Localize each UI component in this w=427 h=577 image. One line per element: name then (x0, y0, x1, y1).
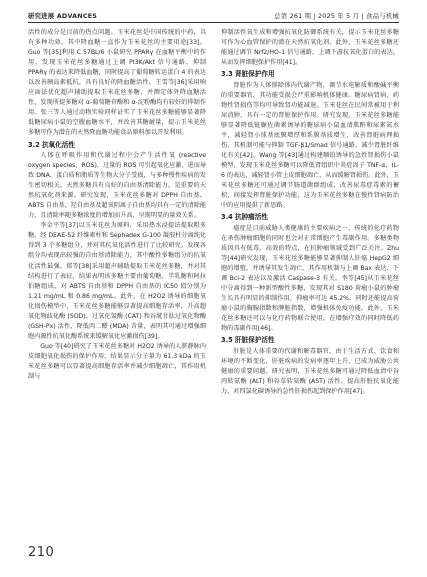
header-rule (28, 22, 399, 23)
section-heading-3-5: 3.5 肝脏保护活性 (221, 336, 275, 345)
paragraph: 李金平等[37]以玉米花丝为原料，采用热水浸提法提取粗多糖，经 DEAE-52 纤维素柱和 Sephadex G-100 凝胶柱分离纯化得到 3 个多糖组分，并对其抗氧化活性进行了比较研究，发现各组分均表现出较强的自由基清除能力，其中酸性多糖组分的抗氧化活性最强。郑等[38]采用超声辅助提取玉米花丝多糖，并对其结构进行了表征，结果表明该多糖主要由葡萄糖、半乳糖和阿拉伯糖组成，对 ABTS 自由基和 DPPH 自由基的 IC50 值分别为 1.21 mg/mL 和 0.86 mg/mL。此外，在 H2O2 诱导的细胞氧化损伤模型中，玉米花丝多糖能够显著提高细胞存活率，升高超氧化物歧化酶 (SOD)、过氧化氢酶 (CAT) 和谷胱甘肽过氧化物酶 (GSH-Px) 活性，降低丙二醛 (MDA) 含量，表明其可通过增强细胞内源性抗氧化酶系统来缓解氧化应激损伤[39]。 (28, 222, 206, 340)
left-column (28, 28, 206, 382)
section-heading-3-3: 3.3 肾脏保护作用 (221, 70, 275, 79)
paragraph: 抑制活性氧生成和增强抗氧化防御系统有关，提示玉米花丝多糖可作为心血管保护的潜在天然抗氧化剂。此外，玉米花丝多糖还能通过调节 Nrf2/HO-1 信号通路，上调下游抗氧化蛋白的表达，从而发挥细胞保护作用[41]。 (221, 29, 399, 67)
journal-issue-info: 总第 261 期 | 2025 年 5 月 | 食品与机械 (274, 11, 399, 20)
paragraph: 癌症是目前威胁人类健康的主要疾病之一，传统的化疗药物在杀伤肿瘤细胞的同时也会对正常细胞产生毒副作用。多糖类物质因具有低毒、高效的特点，在抗肿瘤领域受到广泛关注。Zhu 等[44]研究发现，玉米花丝多糖能够显著抑制人肝癌 HepG2 细胞的增殖，并诱导其发生凋亡，其作用机制与上调 Bax 表达、下调 Bcl-2 表达以及激活 Caspase-3 有关。李等[45]从玉米花丝中分离得到一种新型酸性多糖，发现其对 S180 荷瘤小鼠的肿瘤生长具有明显的抑制作用，抑瘤率可达 45.2%，同时还能提高荷瘤小鼠的胸腺指数和脾脏指数，增强机体免疫功能。此外，玉米花丝多糖还可以与化疗药物联合使用，在增强疗效的同时降低药物的毒副作用[46]。 (221, 224, 399, 333)
paragraph: 活性的成分是目前的热点问题。玉米花丝是中国传统的中药，具有多种功效，其中降血糖一直作为玉米花丝的主要用途[33]。Guo 等[35]利用 C 57BL/6 小鼠研究 PPARγ 在血糖平衡中的作用，发现玉米花丝多糖通过上调 PI3K/Akt 信号通路、抑制 PPARγ 的表达来降低血糖，同时提高了葡萄糖转运蛋白 4 的表达以改善胰岛素抵抗，具有良好的降血糖活性。王雪等[36]采用响应面法优化超声辅助提取玉米花丝多糖，并测定体外降血糖活性，发现所提多糖对 α-葡萄糖苷酶和 α-淀粉酶均有较好的抑制作用。张三等人通过动物实验同样证实了玉米花丝多糖能够显著降低糖尿病小鼠的空腹血糖水平，并改善其糖耐量，提示玉米花丝多糖可作为潜在的天然降血糖功能食品原料加以开发利用。 (28, 29, 206, 137)
running-header (28, 9, 399, 21)
section-heading-3-4: 3.4 抗肿瘤活性 (221, 213, 268, 222)
section-heading-3-2: 3.2 抗氧化活性 (28, 140, 75, 149)
right-column (221, 28, 399, 397)
paragraph: 人体在呼吸作用和代谢过程中会产生活性氧 (reactive oxygen species，ROS)，过量的 ROS 可引起氧化应激，进而导致 DNA、蛋白质和脂质等生物大分子受损，与多种慢性疾病的发生密切相关。天然多糖具有良好的自由基清除能力，是重要的天然抗氧化剂来源。研究发现，玉米花丝多糖对 DPPH 自由基、ABTS 自由基、羟自由基及超氧阴离子自由基均具有一定的清除能力，且清除率随多糖浓度的增加而升高，呈现明显的量效关系。 (28, 152, 206, 220)
journal-section-label: 研究进展 ADVANCES (28, 11, 98, 20)
paragraph: Guo 等[40]研究了玉米花丝多糖对 H2O2 诱导的人脐静脉内皮细胞氧化损伤的保护作用，结果显示分子量为 61.3 kDa 的玉米花丝多糖可以显著提高细胞存活率并减少细胞凋亡，其作用机制与 (28, 342, 206, 381)
paragraph: 肝脏是人体重要的代谢和解毒器官，由于生活方式、饮食和环境的不断变化，肝脏疾病的发病率逐年上升，已成为威胁公共健康的重要问题。研究表明，玉米花丝多糖可通过降低血清中谷丙转氨酶 (ALT) 和谷草转氨酶 (AST) 活性、提高肝脏抗氧化能力，对四氯化碳诱导的急性肝损伤起到保护作用[47]。 (221, 347, 399, 395)
paragraph: 肾脏作为人体排除体内代谢产物、调节水电解质和酸碱平衡的重要器官，其功能受损会严重影响机体健康。糖尿病肾病、药物性肾损伤等均可导致肾功能减退。玉米花丝在民间常被用于利尿消肿，具有一定的肾脏保护作用。研究发现，玉米花丝多糖能够显著降低链脲佐菌素诱导的糖尿病小鼠血清肌酐和尿素氮水平，减轻肾小球基底膜增厚和系膜基质增生，改善肾脏病理损伤，其机制可能与抑制 TGF-β1/Smad 信号通路、减少肾脏纤维化有关[42]。Wang 等[43]通过构建顺铂诱导的急性肾损伤小鼠模型，发现玉米花丝多糖可以降低肾组织中炎症因子 TNF-α、IL-6 的表达，减轻肾小管上皮细胞凋亡，从而缓解肾损伤。此外，玉米花丝多糖还可通过调节肠道菌群组成，改善尿毒症毒素的蓄积，间接发挥肾脏保护功能，这为玉米花丝多糖在慢性肾病防治中的应用提供了新思路。 (221, 81, 399, 210)
page-number: 210 (28, 545, 55, 560)
